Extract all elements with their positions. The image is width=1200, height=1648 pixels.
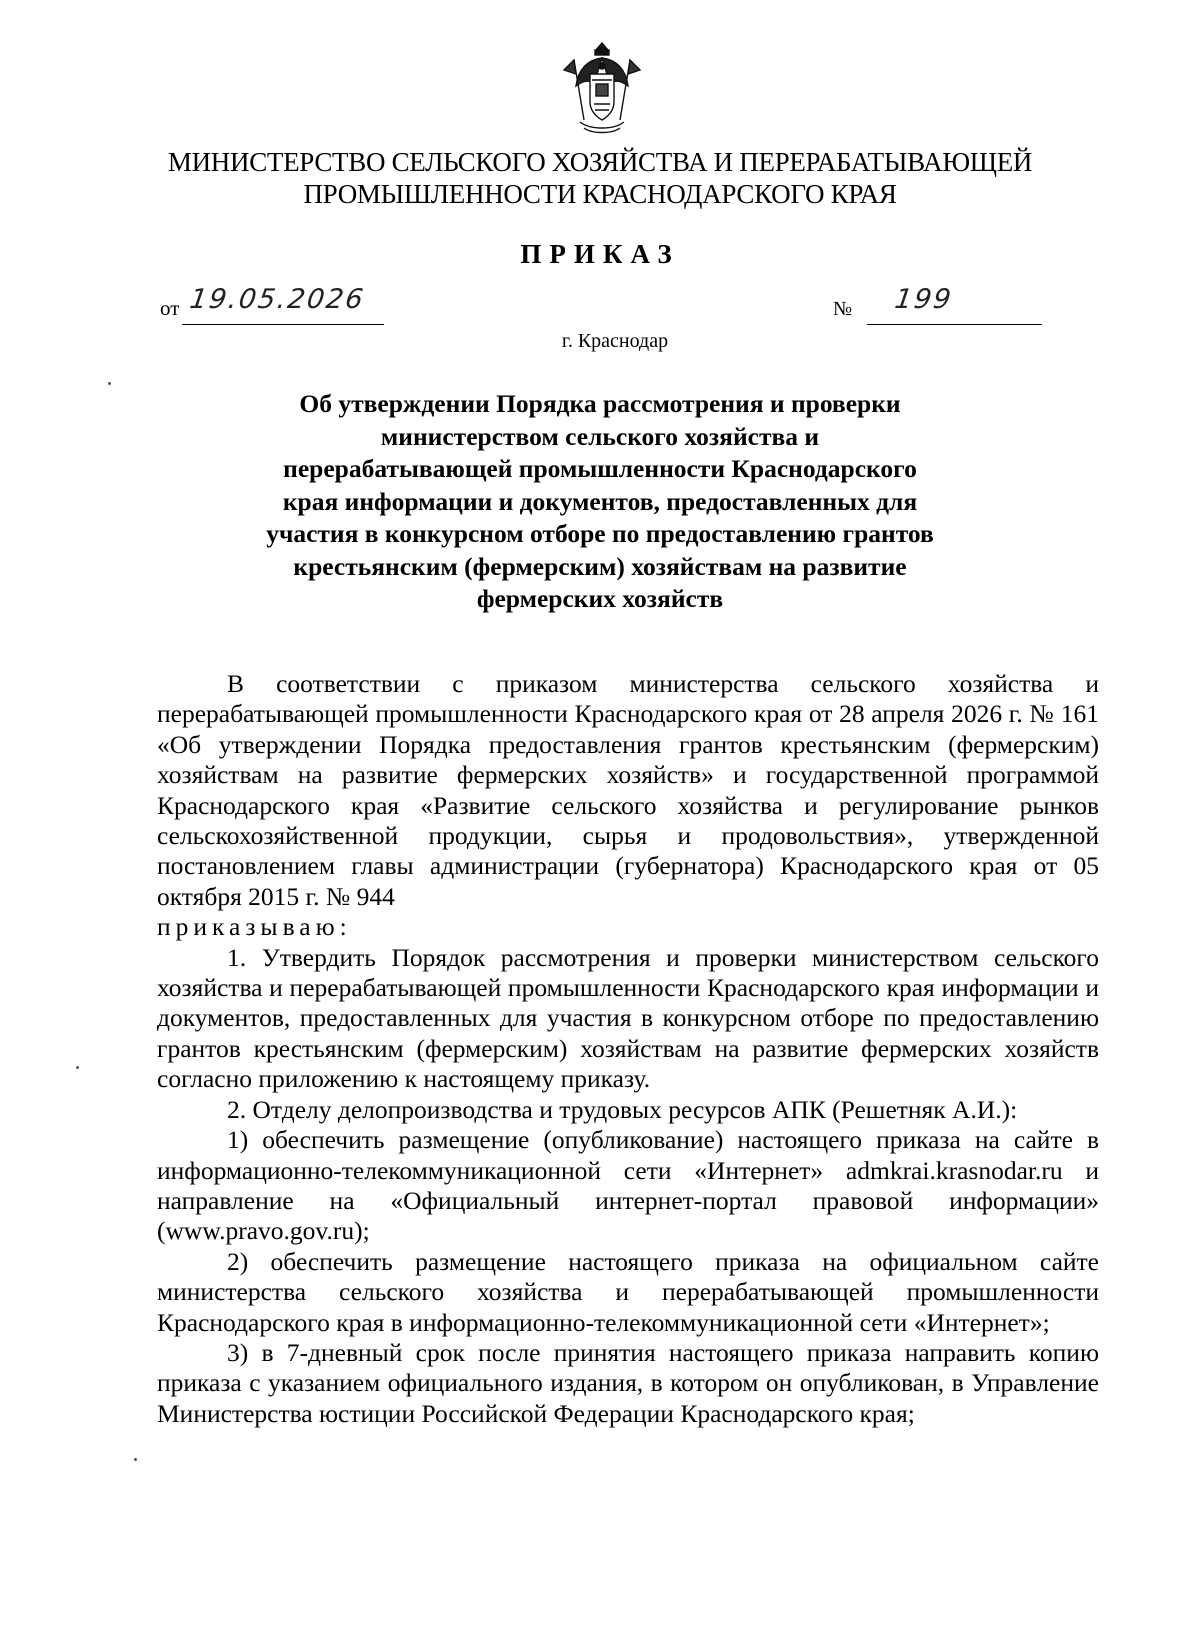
order-item-2-2: 2) обеспечить размещение настоящего приказа на официальном сайте министерства сельского хозяйства и перерабатывающей промышленности Краснодарского края в информационно-телекоммуникационной сети «Интернет»; (157, 1246, 1099, 1337)
order-item-2: 2. Отделу делопроизводства и трудовых ресурсов АПК (Решетняк А.И.): (227, 1094, 1018, 1124)
scan-speck (108, 382, 111, 385)
order-body (157, 669, 1099, 1429)
document-type-title: ПРИКАЗ (520, 239, 680, 269)
subject-line: фермерских хозяйств (476, 584, 724, 613)
order-item-2-1: 1) обеспечить размещение (опубликование) настоящего приказа на сайте в информационно-телекоммуникационной сети «Интернет» admkrai.krasnodar.ru и направление на «Официальный интернет-портал правовой информации» (www.pravo.gov.ru); (157, 1125, 1099, 1246)
coat-of-arms-icon (562, 40, 642, 140)
date-prefix: от (160, 296, 180, 320)
date-value: 19.05.2026 (187, 284, 367, 315)
order-number (833, 284, 1053, 324)
preamble-paragraph: В соответствии с приказом министерства сельского хозяйства и перерабатывающей промышленности Краснодарского края от 28 апреля 2026 г. № 161 «Об утверждении Порядка предоставления грантов крестьянским (фермерским) хозяйствам на развитие фермерских хозяйств» и государственной программой Краснодарского края «Развитие сельского хозяйства и регулирование рынков сельскохозяйственной продукции, сырья и продовольствия», утвержденной постановлением главы администрации (губернатора) Краснодарского края от 05 октября 2015 г. № 944 (157, 669, 1099, 911)
subject-line: участия в конкурсном отборе по предоставлению грантов (266, 519, 934, 548)
date-underline (182, 324, 384, 325)
subject-line: края информации и документов, предоставленных для (282, 486, 918, 516)
scan-speck (76, 1066, 79, 1069)
order-subject (150, 388, 1050, 616)
order-item-1: 1. Утвердить Порядок рассмотрения и проверки министерством сельского хозяйства и перерабатывающей промышленности Краснодарского края информации и документов, предоставленных для участия в конкурсном отборе по предоставлению грантов крестьянским (фермерским) хозяйствам на развитие фермерских хозяйств согласно приложению к настоящему приказу. (157, 942, 1099, 1094)
subject-line: министерством сельского хозяйства и (380, 421, 820, 451)
scan-speck (134, 1458, 137, 1461)
order-item-2-3: 3) в 7-дневный срок после принятия настоящего приказа направить копию приказа с указанием официального издания, в котором он опубликован, в Управление Министерства юстиции Российской Федерации Краснодарского края; (157, 1337, 1099, 1428)
subject-line: перерабатывающей промышленности Краснодарского (283, 454, 917, 483)
order-word: приказываю: (157, 912, 352, 942)
number-underline (867, 324, 1042, 325)
ministry-name-line-1: МИНИСТЕРСТВО СЕЛЬСКОГО ХОЗЯЙСТВА И ПЕРЕРАБАТЫВАЮЩЕЙ (167, 147, 1033, 177)
number-value: 199 (892, 284, 955, 315)
ministry-name-line-2: ПРОМЫШЛЕННОСТИ КРАСНОДАРСКОГО КРАЯ (303, 179, 897, 209)
city-name: г. Краснодар (561, 330, 669, 352)
subject-line: крестьянским (фермерским) хозяйствам на развитие (293, 551, 907, 581)
number-prefix: № (833, 298, 853, 320)
order-date (160, 284, 420, 324)
subject-line: Об утверждении Порядка рассмотрения и проверки (299, 389, 901, 418)
